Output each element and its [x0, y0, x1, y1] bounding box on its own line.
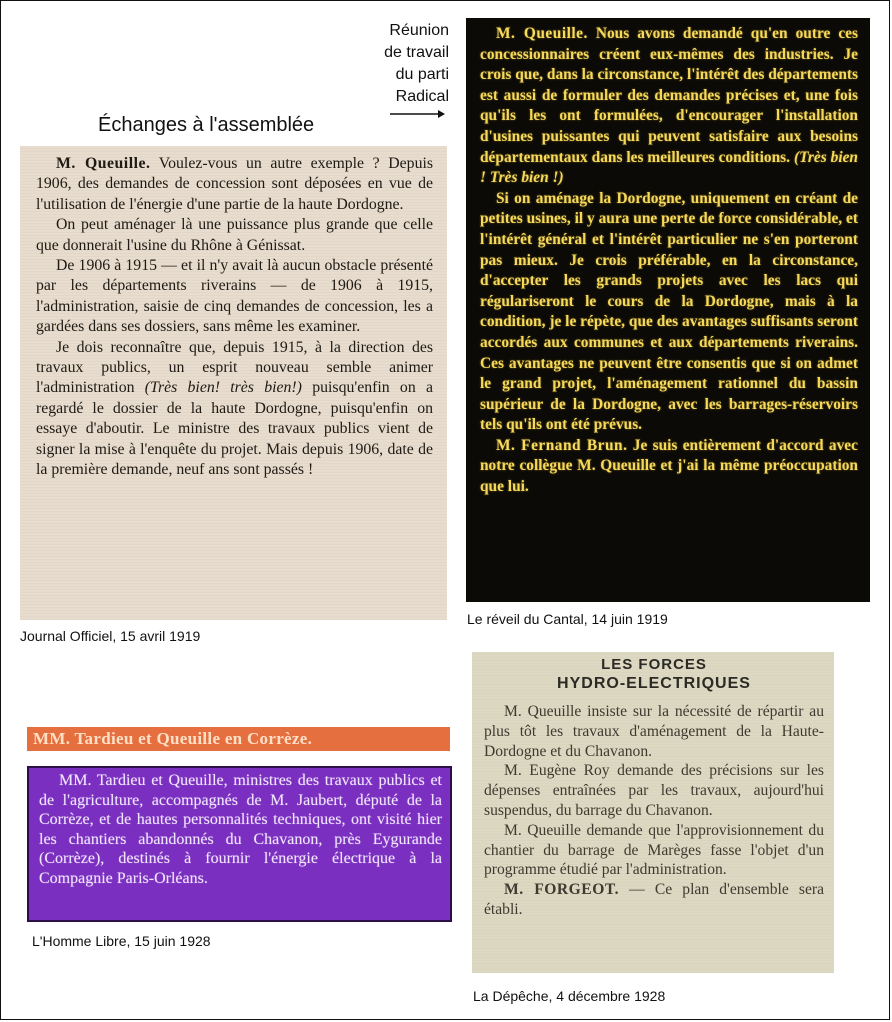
paragraph: De 1906 à 1915 — et il n'y avait là aucun obstacle présenté par les départements riverains — de 1906 à 1915, l'administration, saisie de cinq demandes de concession, les a gardées dans ses dossiers, sans même les examiner. — [36, 257, 433, 336]
reunion-label: Réunion de travail du parti Radical — [384, 22, 449, 105]
clipping-depeche — [472, 652, 834, 973]
paragraph: Je dois reconnaître que, depuis 1915, à la direction des travaux publics, un esprit nouveau semble animer l'administration (Très bien! très bien!) puisqu'enfin on a regardé le dossier de la haute Dordogne, puisqu'enfin on essaye d'aboutir. Le ministre des travaux publics vient de signer la mise à l'enquête du projet. Mais depuis 1906, date de la première demande, neuf ans sont passés ! — [36, 338, 434, 479]
paragraph: M. FORGEOT. — Ce plan d'ensemble sera établi. — [484, 881, 824, 918]
clipping-homme-libre-headline: MM. Tardieu et Queuille en Corrèze. — [27, 727, 450, 751]
paragraph: M. Queuille demande que l'approvisionnement du chantier du barrage de Marèges fasse l'objet d'un programme étudié par l'administration. — [484, 821, 824, 879]
speaker-name: M. Fernand Brun. — [496, 436, 628, 454]
headline: LES FORCES — [601, 656, 707, 673]
speaker-name: M. FORGEOT. — [504, 881, 619, 899]
caption-journal-officiel: Journal Officiel, 15 avril 1919 — [20, 628, 201, 644]
speaker-name: M. Queuille. — [56, 155, 151, 172]
clipping-homme-libre — [27, 766, 452, 922]
section-title: Échanges à l'assemblée — [98, 114, 315, 136]
paragraph: M. Queuille. Voulez-vous un autre exemple ? Depuis 1906, des demandes de concession sont déposées en vue de l'utilisation de l'énergie d'une partie de la haute Dordogne. — [36, 155, 434, 213]
caption-depeche: La Dépêche, 4 décembre 1928 — [473, 988, 666, 1004]
paragraph: M. Fernand Brun. Je suis entièrement d'accord avec notre collègue M. Queuille et j'ai la même préoccupation que lui. — [480, 436, 858, 496]
applause-note: (Très bien! très bien!) — [144, 379, 302, 397]
caption-homme-libre: L'Homme Libre, 15 juin 1928 — [32, 933, 211, 949]
paragraph: On peut aménager là une puissance plus grande que celle que donnerait l'usine du Rhône à Génissat. — [36, 216, 433, 254]
applause-note: (Très bien ! Très bien !) — [480, 148, 858, 187]
clipping-journal-officiel — [20, 146, 447, 620]
caption-reveil-cantal: Le réveil du Cantal, 14 juin 1919 — [467, 611, 668, 627]
paragraph: M. Queuille. Nous avons demandé qu'en outre ces concessionnaires créent eux-mêmes des industries. Je crois que, dans la circonstance, l'intérêt des départements est aussi de formuler des demandes précises et, une fois qu'ils les ont formulées, d'encourager l'installation d'usines puissantes qui peuvent satisfaire aux besoins départementaux dans les meilleures conditions. (Très bien ! Très bien !) — [480, 25, 858, 187]
paragraph: M. Eugène Roy demande des précisions sur les dépenses entraînées par les travaux, aujourd'hui suspendus, du barrage du Chavanon. — [484, 762, 824, 819]
clipping-reveil-cantal — [466, 18, 870, 602]
paragraph: Si on aménage la Dordogne, uniquement en créant de petites usines, il y aura une perte de force considérable, et l'intérêt général et l'intérêt particulier ne s'en porteront pas mieux. Je crois préférable, en la circonstance, d'accepter les grands projets avec les lacs qui régulariseront le cours de la Dordogne, mais à la condition, je le répète, que des avantages suffisants seront accordés aux communes et aux départements riverains. Ces avantages ne peuvent être consentis que si on admet le grand projet, l'aménagement rationnel du bassin supérieur de la Dordogne, avec les barrages-réservoirs tels qu'ils ont été prévus. — [480, 189, 858, 434]
speaker-name: M. Queuille. — [496, 25, 588, 42]
headline: HYDRO-ELECTRIQUES — [557, 675, 751, 692]
paragraph: M. Queuille insiste sur la nécessité de répartir au plus tôt les travaux d'aménagement de la Haute-Dordogne et du Chavanon. — [484, 703, 824, 760]
arrow-right-icon — [388, 104, 446, 124]
paragraph: MM. Tardieu et Queuille, ministres des travaux publics et de l'agriculture, accompagnés de M. Jaubert, député de la Corrèze, et de hautes personnalités techniques, ont visité hier les chantiers abandonnés du Chavanon, près Eygurande (Corrèze), destinés à fournir l'énergie électrique à la Compagnie Paris-Orléans. — [39, 772, 442, 887]
